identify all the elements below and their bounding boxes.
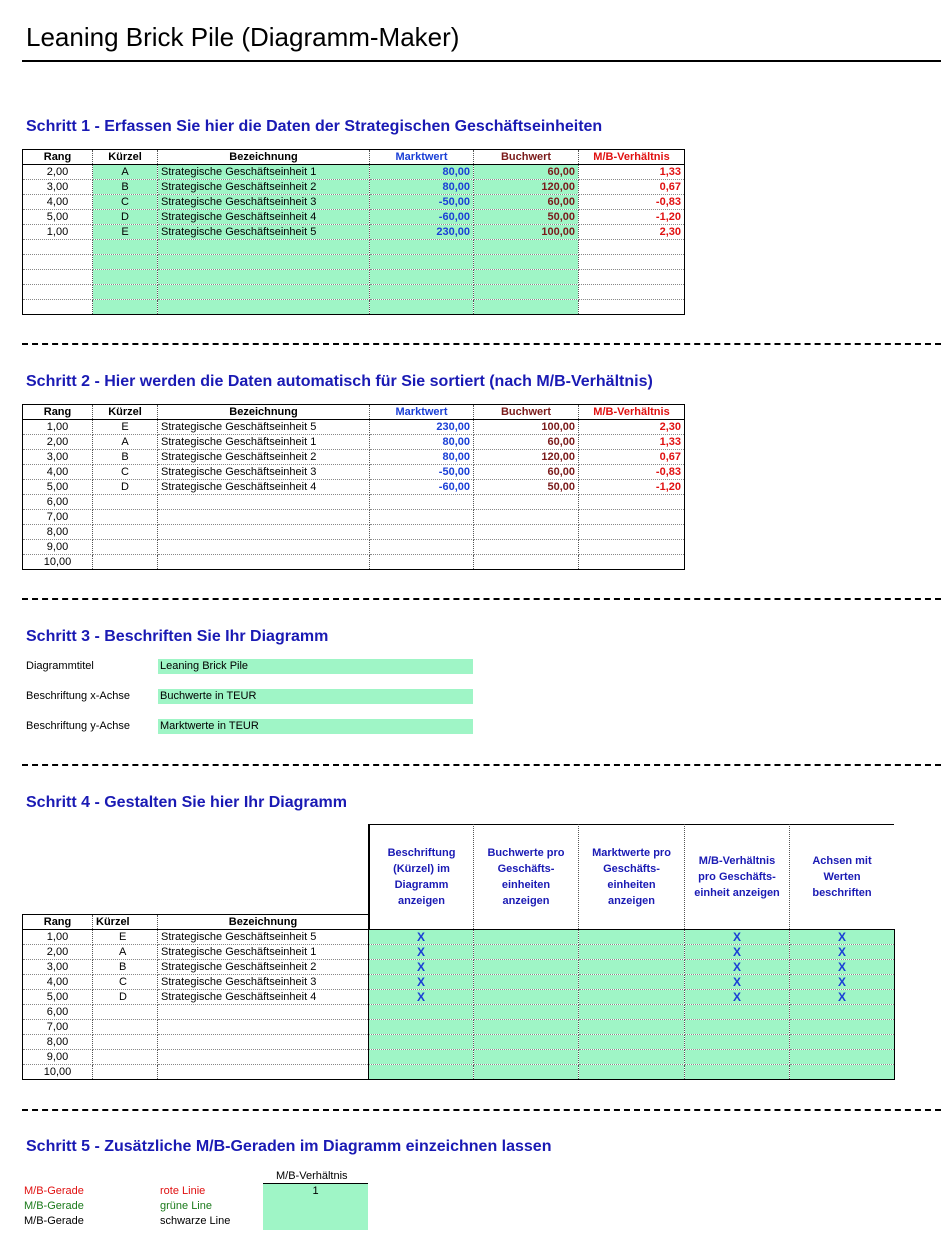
option-toggle-cell[interactable] xyxy=(474,1050,579,1065)
mb-cell xyxy=(579,555,685,570)
kuerzel-input[interactable]: E xyxy=(93,225,158,240)
kuerzel-cell xyxy=(93,510,158,525)
option-row xyxy=(369,1065,895,1080)
option-header: Buchwerte pro Geschäfts-einheiten anzeigen xyxy=(473,824,578,929)
bezeichnung-cell xyxy=(158,510,370,525)
option-toggle-cell[interactable] xyxy=(474,1005,579,1020)
title-underline xyxy=(22,60,941,62)
bezeichnung-cell: Strategische Geschäftseinheit 3 xyxy=(158,975,369,990)
mb-column-header: M/B-Verhältnis xyxy=(276,1170,348,1182)
mb-cell: 2,30 xyxy=(579,420,685,435)
marktwert-cell: 80,00 xyxy=(370,435,474,450)
marktwert-input[interactable]: 80,00 xyxy=(370,180,474,195)
kuerzel-cell xyxy=(93,1065,158,1080)
marktwert-cell: 80,00 xyxy=(370,450,474,465)
bezeichnung-cell: Strategische Geschäftseinheit 2 xyxy=(158,450,370,465)
bezeichnung-cell: Strategische Geschäftseinheit 4 xyxy=(158,480,370,495)
option-toggle-cell[interactable] xyxy=(790,1035,895,1050)
bezeichnung-input[interactable]: Strategische Geschäftseinheit 2 xyxy=(158,180,370,195)
buchwert-cell: 60,00 xyxy=(474,465,579,480)
bezeichnung-cell: Strategische Geschäftseinheit 5 xyxy=(158,930,369,945)
marktwert-cell xyxy=(370,540,474,555)
option-toggle-cell[interactable]: X xyxy=(790,990,895,1005)
rang-cell: 6,00 xyxy=(23,1005,93,1020)
buchwert-cell xyxy=(474,525,579,540)
kuerzel-input[interactable]: B xyxy=(93,180,158,195)
table-row xyxy=(23,1035,369,1050)
rang-cell: 7,00 xyxy=(23,1020,93,1035)
step4-heading: Schritt 4 - Gestalten Sie hier Ihr Diagramm xyxy=(26,794,347,811)
bezeichnung-cell xyxy=(158,1005,369,1020)
table-row xyxy=(23,285,685,300)
table-row xyxy=(23,540,685,555)
col-mb-verhaeltnis: M/B-Verhältnis xyxy=(579,150,685,165)
rang-cell xyxy=(23,285,93,300)
mb-cell xyxy=(579,255,685,270)
option-row xyxy=(369,960,895,975)
bezeichnung-cell: Strategische Geschäftseinheit 4 xyxy=(158,990,369,1005)
table-row xyxy=(23,525,685,540)
kuerzel-input[interactable] xyxy=(93,240,158,255)
option-toggle-cell[interactable] xyxy=(579,1035,685,1050)
option-toggle-cell[interactable] xyxy=(369,1050,474,1065)
kuerzel-cell: D xyxy=(93,480,158,495)
buchwert-cell xyxy=(474,495,579,510)
buchwert-cell: 120,00 xyxy=(474,450,579,465)
mb-cell xyxy=(579,285,685,300)
option-toggle-cell[interactable] xyxy=(579,1020,685,1035)
marktwert-input[interactable] xyxy=(370,240,474,255)
option-toggle-cell[interactable] xyxy=(790,1065,895,1080)
option-toggle-cell[interactable] xyxy=(579,945,685,960)
option-toggle-cell[interactable] xyxy=(685,1005,790,1020)
option-toggle-cell[interactable]: X xyxy=(685,975,790,990)
marktwert-input[interactable]: -60,00 xyxy=(370,210,474,225)
marktwert-input[interactable]: 80,00 xyxy=(370,165,474,180)
option-row xyxy=(369,1050,895,1065)
option-toggle-cell[interactable]: X xyxy=(790,945,895,960)
marktwert-cell xyxy=(370,510,474,525)
marktwert-input[interactable]: -50,00 xyxy=(370,195,474,210)
diagram-title-input[interactable]: Leaning Brick Pile xyxy=(158,659,473,674)
marktwert-input[interactable]: 230,00 xyxy=(370,225,474,240)
bezeichnung-cell xyxy=(158,555,370,570)
page-title: Leaning Brick Pile (Diagramm-Maker) xyxy=(26,22,460,52)
mb-cell xyxy=(579,510,685,525)
kuerzel-cell: E xyxy=(93,420,158,435)
option-toggle-cell[interactable]: X xyxy=(369,990,474,1005)
col-mb-verhaeltnis: M/B-Verhältnis xyxy=(579,405,685,420)
mb-cell: -0,83 xyxy=(579,465,685,480)
option-toggle-cell[interactable] xyxy=(474,990,579,1005)
buchwert-cell xyxy=(474,510,579,525)
bezeichnung-input[interactable] xyxy=(158,285,370,300)
bezeichnung-cell xyxy=(158,495,370,510)
kuerzel-input[interactable]: D xyxy=(93,210,158,225)
option-toggle-cell[interactable]: X xyxy=(369,930,474,945)
bezeichnung-input[interactable]: Strategische Geschäftseinheit 1 xyxy=(158,165,370,180)
y-axis-input[interactable]: Marktwerte in TEUR xyxy=(158,719,473,734)
rang-cell: 9,00 xyxy=(23,540,93,555)
option-toggle-cell[interactable]: X xyxy=(369,975,474,990)
rang-cell: 1,00 xyxy=(23,420,93,435)
x-axis-label: Beschriftung x-Achse xyxy=(26,690,130,702)
col-buchwert: Buchwert xyxy=(474,405,579,420)
col-buchwert: Buchwert xyxy=(474,150,579,165)
bezeichnung-cell xyxy=(158,540,370,555)
kuerzel-input[interactable] xyxy=(93,255,158,270)
mb-cell xyxy=(579,240,685,255)
rang-cell: 4,00 xyxy=(23,465,93,480)
option-toggle-cell[interactable]: X xyxy=(790,975,895,990)
rang-cell: 5,00 xyxy=(23,210,93,225)
mb-cell: -1,20 xyxy=(579,210,685,225)
buchwert-cell: 100,00 xyxy=(474,420,579,435)
option-header: Achsen mit Werten beschriften xyxy=(789,824,894,929)
option-toggle-cell[interactable]: X xyxy=(369,960,474,975)
option-toggle-cell[interactable] xyxy=(579,975,685,990)
option-row xyxy=(369,1020,895,1035)
buchwert-cell: 60,00 xyxy=(474,435,579,450)
bezeichnung-cell xyxy=(158,1050,369,1065)
table-row xyxy=(23,510,685,525)
col-rang: Rang xyxy=(23,150,93,165)
section-divider xyxy=(22,764,941,766)
marktwert-cell: 230,00 xyxy=(370,420,474,435)
step1-table xyxy=(22,149,685,315)
bezeichnung-cell xyxy=(158,1035,369,1050)
table-row xyxy=(23,945,369,960)
option-toggle-cell[interactable] xyxy=(685,1020,790,1035)
buchwert-input[interactable]: 50,00 xyxy=(474,210,579,225)
col-kuerzel: Kürzel xyxy=(93,150,158,165)
table-row xyxy=(23,420,685,435)
rang-cell xyxy=(23,270,93,285)
option-header: Beschriftung (Kürzel) im Diagramm anzeigen xyxy=(368,824,473,929)
table-row xyxy=(23,165,685,180)
rang-cell: 10,00 xyxy=(23,1065,93,1080)
buchwert-input[interactable]: 60,00 xyxy=(474,195,579,210)
option-toggle-cell[interactable] xyxy=(579,1050,685,1065)
step4-table xyxy=(22,914,369,1080)
option-toggle-cell[interactable] xyxy=(579,990,685,1005)
rang-cell: 10,00 xyxy=(23,555,93,570)
buchwert-input[interactable]: 120,00 xyxy=(474,180,579,195)
y-axis-label: Beschriftung y-Achse xyxy=(26,720,130,732)
table-row xyxy=(23,1020,369,1035)
option-toggle-cell[interactable] xyxy=(579,1065,685,1080)
table-row xyxy=(23,975,369,990)
option-toggle-cell[interactable]: X xyxy=(790,930,895,945)
mb-cell: 1,33 xyxy=(579,165,685,180)
option-toggle-cell[interactable]: X xyxy=(685,990,790,1005)
rang-cell: 2,00 xyxy=(23,945,93,960)
kuerzel-cell: B xyxy=(93,960,158,975)
kuerzel-cell xyxy=(93,1020,158,1035)
option-toggle-cell[interactable] xyxy=(579,960,685,975)
mb-cell: 0,67 xyxy=(579,450,685,465)
bezeichnung-cell xyxy=(158,525,370,540)
buchwert-input[interactable] xyxy=(474,285,579,300)
rang-cell: 3,00 xyxy=(23,450,93,465)
col-bezeichnung: Bezeichnung xyxy=(158,915,369,930)
option-toggle-cell[interactable] xyxy=(369,1020,474,1035)
rang-cell: 8,00 xyxy=(23,1035,93,1050)
option-toggle-cell[interactable] xyxy=(474,945,579,960)
rang-cell: 5,00 xyxy=(23,990,93,1005)
option-toggle-cell[interactable] xyxy=(474,930,579,945)
option-toggle-cell[interactable] xyxy=(369,1035,474,1050)
mb-cell xyxy=(579,270,685,285)
kuerzel-cell xyxy=(93,1050,158,1065)
step2-table xyxy=(22,404,685,570)
rang-cell: 1,00 xyxy=(23,225,93,240)
marktwert-cell: -60,00 xyxy=(370,480,474,495)
bezeichnung-cell: Strategische Geschäftseinheit 3 xyxy=(158,465,370,480)
rang-cell: 6,00 xyxy=(23,495,93,510)
buchwert-cell xyxy=(474,540,579,555)
x-axis-input[interactable]: Buchwerte in TEUR xyxy=(158,689,473,704)
table-row xyxy=(23,990,369,1005)
step5-heading: Schritt 5 - Zusätzliche M/B-Geraden im Diagramm einzeichnen lassen xyxy=(26,1138,552,1155)
option-row xyxy=(369,990,895,1005)
mb-cell: 0,67 xyxy=(579,180,685,195)
kuerzel-input[interactable] xyxy=(93,300,158,315)
option-toggle-cell[interactable] xyxy=(579,930,685,945)
option-header: Marktwerte pro Geschäfts-einheiten anzeigen xyxy=(578,824,684,929)
option-toggle-cell[interactable] xyxy=(474,960,579,975)
option-toggle-cell[interactable] xyxy=(579,1005,685,1020)
col-marktwert: Marktwert xyxy=(370,150,474,165)
rang-cell xyxy=(23,300,93,315)
mb-line-color: grüne Line xyxy=(160,1200,212,1212)
mb-cell xyxy=(579,525,685,540)
col-bezeichnung: Bezeichnung xyxy=(158,150,370,165)
kuerzel-cell xyxy=(93,1005,158,1020)
rang-cell: 1,00 xyxy=(23,930,93,945)
kuerzel-cell xyxy=(93,555,158,570)
buchwert-input[interactable]: 60,00 xyxy=(474,165,579,180)
kuerzel-cell: E xyxy=(93,930,158,945)
mb-line-label: M/B-Gerade xyxy=(24,1200,84,1212)
rang-cell: 9,00 xyxy=(23,1050,93,1065)
kuerzel-cell: C xyxy=(93,975,158,990)
buchwert-cell: 50,00 xyxy=(474,480,579,495)
rang-cell: 3,00 xyxy=(23,180,93,195)
mb-cell xyxy=(579,300,685,315)
col-bezeichnung: Bezeichnung xyxy=(158,405,370,420)
kuerzel-input[interactable]: A xyxy=(93,165,158,180)
option-row xyxy=(369,930,895,945)
option-header: M/B-Verhältnis pro Geschäfts-einheit anzeigen xyxy=(684,824,789,929)
marktwert-cell: -50,00 xyxy=(370,465,474,480)
mb-line-color: schwarze Line xyxy=(160,1215,231,1227)
mb-line-label: M/B-Gerade xyxy=(24,1185,84,1197)
option-row xyxy=(369,1035,895,1050)
option-row xyxy=(369,975,895,990)
bezeichnung-input[interactable] xyxy=(158,240,370,255)
table-row xyxy=(23,255,685,270)
kuerzel-cell xyxy=(93,1035,158,1050)
table-row xyxy=(23,225,685,240)
bezeichnung-input[interactable]: Strategische Geschäftseinheit 3 xyxy=(158,195,370,210)
option-toggle-cell[interactable] xyxy=(474,1020,579,1035)
step4-options-grid xyxy=(368,929,895,1080)
step4-option-headers xyxy=(368,824,894,929)
section-divider xyxy=(22,343,941,345)
table-row xyxy=(23,930,369,945)
marktwert-input[interactable] xyxy=(370,285,474,300)
bezeichnung-input[interactable] xyxy=(158,255,370,270)
mb-line-label: M/B-Gerade xyxy=(24,1215,84,1227)
buchwert-input[interactable] xyxy=(474,240,579,255)
section-divider xyxy=(22,1109,941,1111)
table-row xyxy=(23,555,685,570)
option-toggle-cell[interactable]: X xyxy=(685,930,790,945)
mb-cell: -1,20 xyxy=(579,480,685,495)
mb-cell: 1,33 xyxy=(579,435,685,450)
option-toggle-cell[interactable] xyxy=(474,1065,579,1080)
rang-cell xyxy=(23,255,93,270)
bezeichnung-cell xyxy=(158,1065,369,1080)
buchwert-cell xyxy=(474,555,579,570)
table-row xyxy=(23,450,685,465)
table-row xyxy=(23,1050,369,1065)
rang-cell: 8,00 xyxy=(23,525,93,540)
option-toggle-cell[interactable] xyxy=(685,1065,790,1080)
mb-cell xyxy=(579,540,685,555)
mb-line-color: rote Linie xyxy=(160,1185,206,1197)
table-row xyxy=(23,465,685,480)
option-toggle-cell[interactable] xyxy=(369,1065,474,1080)
bezeichnung-cell: Strategische Geschäftseinheit 1 xyxy=(158,945,369,960)
mb-cell: 2,30 xyxy=(579,225,685,240)
marktwert-cell xyxy=(370,525,474,540)
marktwert-cell xyxy=(370,555,474,570)
table-row xyxy=(23,495,685,510)
col-marktwert: Marktwert xyxy=(370,405,474,420)
table-row xyxy=(23,435,685,450)
rang-cell: 4,00 xyxy=(23,975,93,990)
option-toggle-cell[interactable] xyxy=(369,1005,474,1020)
col-kuerzel: Kürzel xyxy=(93,405,158,420)
table-row xyxy=(23,180,685,195)
bezeichnung-cell: Strategische Geschäftseinheit 5 xyxy=(158,420,370,435)
kuerzel-cell xyxy=(93,495,158,510)
option-toggle-cell[interactable] xyxy=(474,1035,579,1050)
kuerzel-input[interactable] xyxy=(93,270,158,285)
table-row xyxy=(23,210,685,225)
mb-cell: -0,83 xyxy=(579,195,685,210)
option-toggle-cell[interactable] xyxy=(790,1005,895,1020)
option-toggle-cell[interactable]: X xyxy=(790,960,895,975)
table-row xyxy=(23,240,685,255)
col-rang: Rang xyxy=(23,915,93,930)
option-toggle-cell[interactable] xyxy=(685,1035,790,1050)
option-toggle-cell[interactable] xyxy=(685,1050,790,1065)
option-toggle-cell[interactable] xyxy=(790,1050,895,1065)
rang-cell xyxy=(23,240,93,255)
option-row xyxy=(369,1005,895,1020)
rang-cell: 2,00 xyxy=(23,165,93,180)
kuerzel-input[interactable]: C xyxy=(93,195,158,210)
col-kuerzel: Kürzel xyxy=(93,915,158,930)
kuerzel-input[interactable] xyxy=(93,285,158,300)
kuerzel-cell: A xyxy=(93,945,158,960)
step2-heading: Schritt 2 - Hier werden die Daten automatisch für Sie sortiert (nach M/B-Verhältnis) xyxy=(26,373,653,390)
bezeichnung-input[interactable]: Strategische Geschäftseinheit 5 xyxy=(158,225,370,240)
bezeichnung-input[interactable] xyxy=(158,300,370,315)
rang-cell: 5,00 xyxy=(23,480,93,495)
buchwert-input[interactable] xyxy=(474,300,579,315)
table-row xyxy=(23,195,685,210)
buchwert-input[interactable] xyxy=(474,255,579,270)
bezeichnung-cell: Strategische Geschäftseinheit 1 xyxy=(158,435,370,450)
table-row xyxy=(23,960,369,975)
bezeichnung-cell xyxy=(158,1020,369,1035)
marktwert-input[interactable] xyxy=(370,270,474,285)
marktwert-input[interactable] xyxy=(370,300,474,315)
bezeichnung-input[interactable] xyxy=(158,270,370,285)
kuerzel-cell: C xyxy=(93,465,158,480)
buchwert-input[interactable] xyxy=(474,270,579,285)
rang-cell: 4,00 xyxy=(23,195,93,210)
kuerzel-cell xyxy=(93,540,158,555)
marktwert-input[interactable] xyxy=(370,255,474,270)
kuerzel-cell: D xyxy=(93,990,158,1005)
step1-heading: Schritt 1 - Erfassen Sie hier die Daten der Strategischen Geschäftseinheiten xyxy=(26,118,603,135)
mb-cell xyxy=(579,495,685,510)
option-toggle-cell[interactable] xyxy=(790,1020,895,1035)
option-toggle-cell[interactable]: X xyxy=(369,945,474,960)
rang-cell: 7,00 xyxy=(23,510,93,525)
table-row xyxy=(23,480,685,495)
step3-heading: Schritt 3 - Beschriften Sie Ihr Diagramm xyxy=(26,628,329,645)
table-row xyxy=(23,270,685,285)
marktwert-cell xyxy=(370,495,474,510)
kuerzel-cell: B xyxy=(93,450,158,465)
option-toggle-cell[interactable]: X xyxy=(685,945,790,960)
table-row xyxy=(23,1065,369,1080)
option-toggle-cell[interactable]: X xyxy=(685,960,790,975)
buchwert-input[interactable]: 100,00 xyxy=(474,225,579,240)
kuerzel-cell xyxy=(93,525,158,540)
diagram-title-label: Diagrammtitel xyxy=(26,660,94,672)
kuerzel-cell: A xyxy=(93,435,158,450)
table-row xyxy=(23,1005,369,1020)
rang-cell: 2,00 xyxy=(23,435,93,450)
bezeichnung-cell: Strategische Geschäftseinheit 2 xyxy=(158,960,369,975)
bezeichnung-input[interactable]: Strategische Geschäftseinheit 4 xyxy=(158,210,370,225)
rang-cell: 3,00 xyxy=(23,960,93,975)
table-row xyxy=(23,300,685,315)
option-row xyxy=(369,945,895,960)
option-toggle-cell[interactable] xyxy=(474,975,579,990)
mb-value-input[interactable]: 1 xyxy=(312,1185,319,1197)
col-rang: Rang xyxy=(23,405,93,420)
section-divider xyxy=(22,598,941,600)
